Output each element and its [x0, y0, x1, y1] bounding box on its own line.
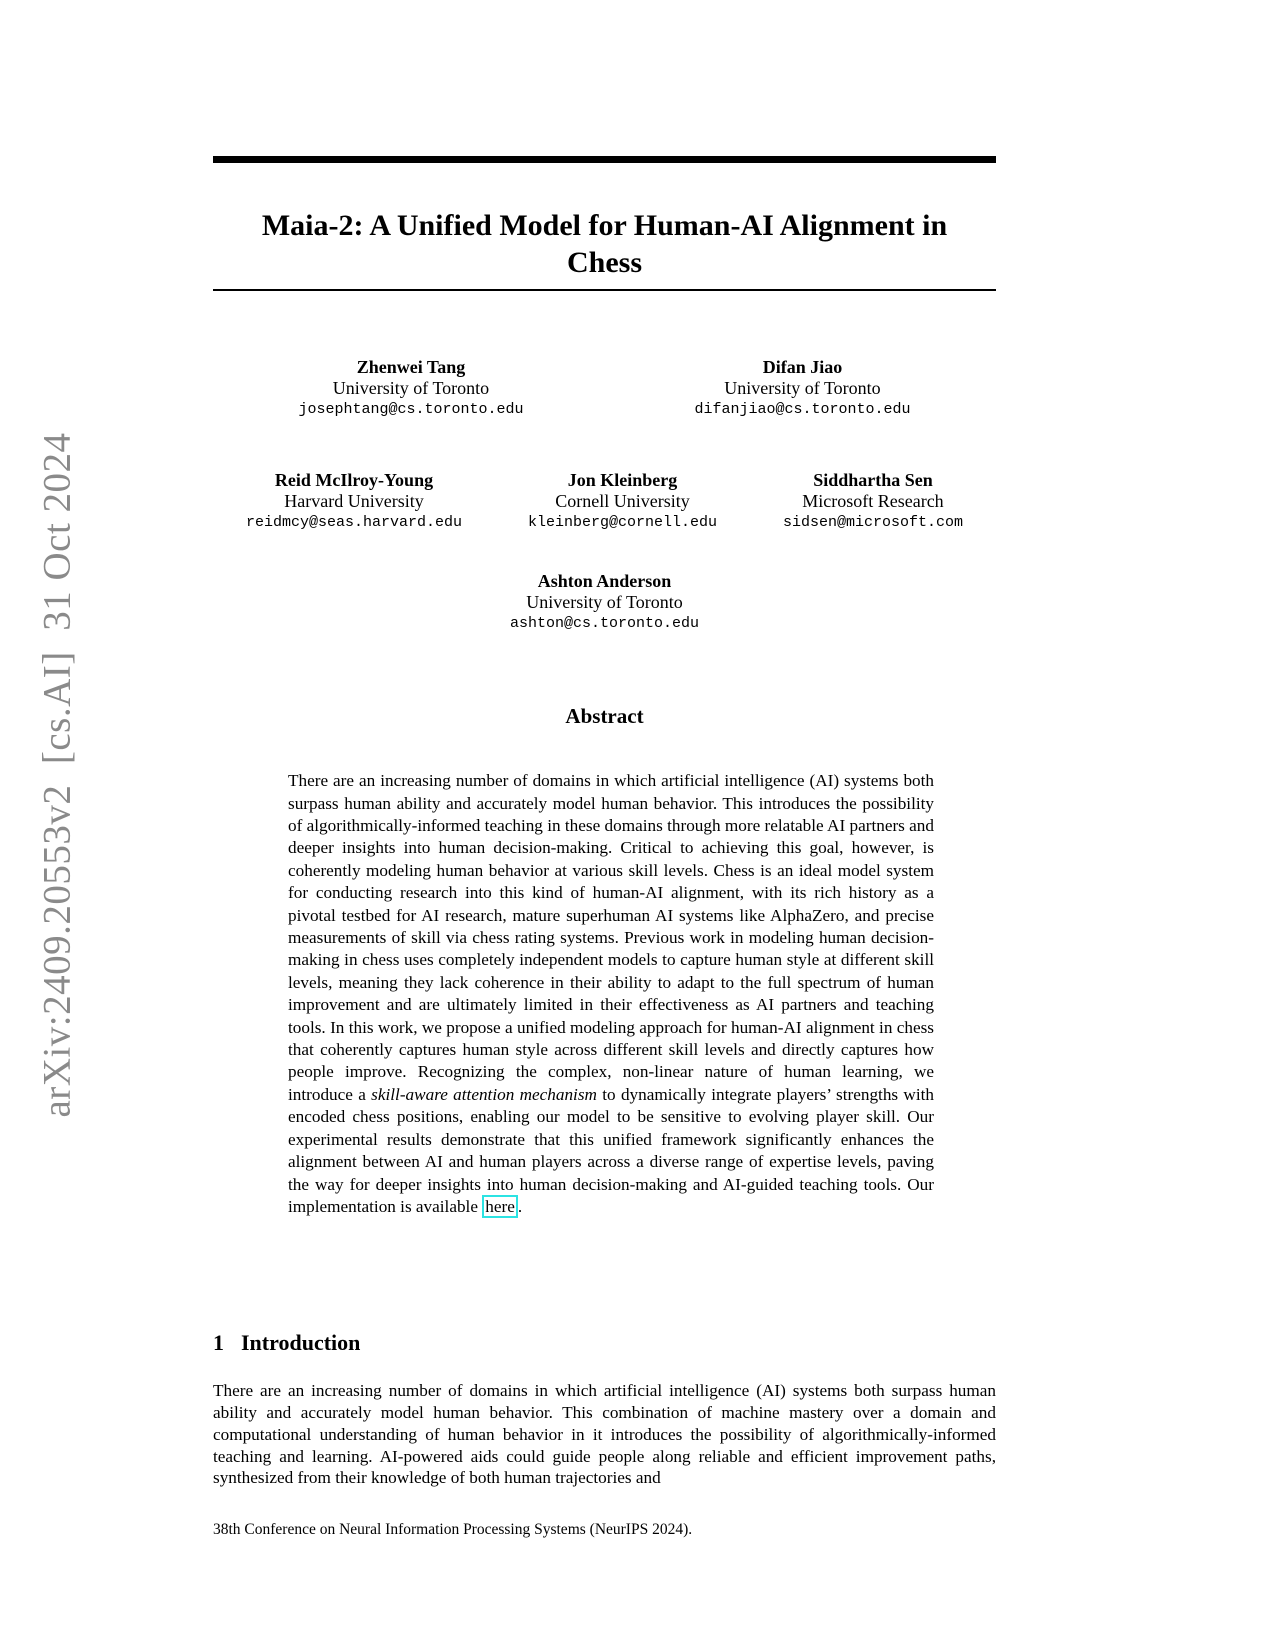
abstract-text-part2: to dynamically integrate players’ strengths with encoded chess positions, enabling our model to be sensitive to evolving player skill. Our experimental results demonstrate that this unified framework significantly enhances the alignment between AI and human players across a diverse range of expertise levels, paving the way for deeper insights into human decision-making and AI-guided teaching tools. Our implementation is available	[288, 1084, 934, 1216]
arxiv-watermark: arXiv:2409.20553v2 [cs.AI] 31 Oct 2024	[35, 432, 79, 1118]
section-1-heading	[213, 1330, 360, 1356]
author-name: Siddhartha Sen	[813, 470, 933, 490]
author-block	[213, 357, 996, 635]
author-difan-jiao	[694, 357, 910, 421]
conference-footnote: 38th Conference on Neural Information Processing Systems (NeurIPS 2024).	[213, 1521, 693, 1538]
author-email: ashton@cs.toronto.edu	[509, 615, 700, 632]
author-affiliation: Harvard University	[284, 491, 424, 511]
section-title: Introduction	[241, 1330, 361, 1356]
introduction-paragraph: There are an increasing number of domains in which artificial intelligence (AI) systems both surpass human ability and accurately model human behavior. This combination of machine mastery over a domain and computational understanding of human behavior in it introduces the possibility of algorithmically-informed teaching and learning. AI-powered aids could guide people along reliable and efficient improvement paths, synthesized from their knowledge of both human trajectories and	[213, 1381, 996, 1488]
author-row-1	[213, 357, 996, 421]
paper-title-line2: Chess	[566, 246, 642, 280]
title-bottom-rule	[213, 289, 996, 291]
section-number: 1	[213, 1330, 224, 1356]
author-email: reidmcy@seas.harvard.edu	[245, 514, 463, 531]
paper-title	[213, 207, 996, 281]
author-ashton-anderson	[510, 571, 699, 635]
author-row-3	[213, 571, 996, 635]
abstract-paragraph	[288, 770, 934, 1218]
author-zhenwei-tang	[298, 357, 523, 421]
author-affiliation: University of Toronto	[724, 378, 881, 398]
author-name: Reid McIlroy-Young	[274, 470, 434, 490]
abstract-text-part3: .	[517, 1196, 523, 1216]
author-name: Jon Kleinberg	[567, 470, 678, 490]
author-siddhartha-sen	[783, 470, 963, 534]
abstract-italic-phrase: skill-aware attention mechanism	[371, 1084, 597, 1104]
author-jon-kleinberg	[528, 470, 717, 534]
author-affiliation: University of Toronto	[332, 378, 490, 398]
author-email: sidsen@microsoft.com	[782, 514, 963, 531]
author-reid-mcilroy-young	[246, 470, 462, 534]
title-top-rule	[213, 156, 996, 163]
author-email: kleinberg@cornell.edu	[527, 514, 717, 531]
author-affiliation: Microsoft Research	[802, 491, 944, 511]
implementation-here-link[interactable]: here	[482, 1195, 518, 1218]
author-affiliation: University of Toronto	[526, 592, 683, 612]
author-email: difanjiao@cs.toronto.edu	[694, 401, 911, 418]
author-email: josephtang@cs.toronto.edu	[298, 401, 524, 418]
author-name: Difan Jiao	[762, 357, 843, 377]
paper-title-line1: Maia-2: A Unified Model for Human-AI Alignment in	[261, 209, 948, 243]
author-name: Ashton Anderson	[537, 571, 672, 591]
abstract-text-part1: There are an increasing number of domains in which artificial intelligence (AI) systems both surpass human ability and accurately model human behavior. This introduces the possibility of algorithmically-informed teaching in these domains through more relatable AI partners and deeper insights into human decision-making. Critical to achieving this goal, however, is coherently modeling human behavior at various skill levels. Chess is an ideal model system for conducting research into this kind of human-AI alignment, with its rich history as a pivotal testbed for AI research, mature superhuman AI systems like AlphaZero, and precise measurements of skill via chess rating systems. Previous work in modeling human decision-making in chess uses completely independent models to capture human style at different skill levels, meaning they lack coherence in their ability to adapt to the full spectrum of human improvement and are ultimately limited in their effectiveness as AI partners and teaching tools. In this work, we propose a unified modeling approach for human-AI alignment in chess that coherently captures human style across different skill levels and directly captures how people improve. Recognizing the complex, non-linear nature of human learning, we introduce a	[288, 771, 934, 1104]
abstract-heading: Abstract	[565, 704, 644, 728]
author-name: Zhenwei Tang	[356, 357, 466, 377]
author-affiliation: Cornell University	[555, 491, 690, 511]
author-row-2	[213, 470, 996, 534]
